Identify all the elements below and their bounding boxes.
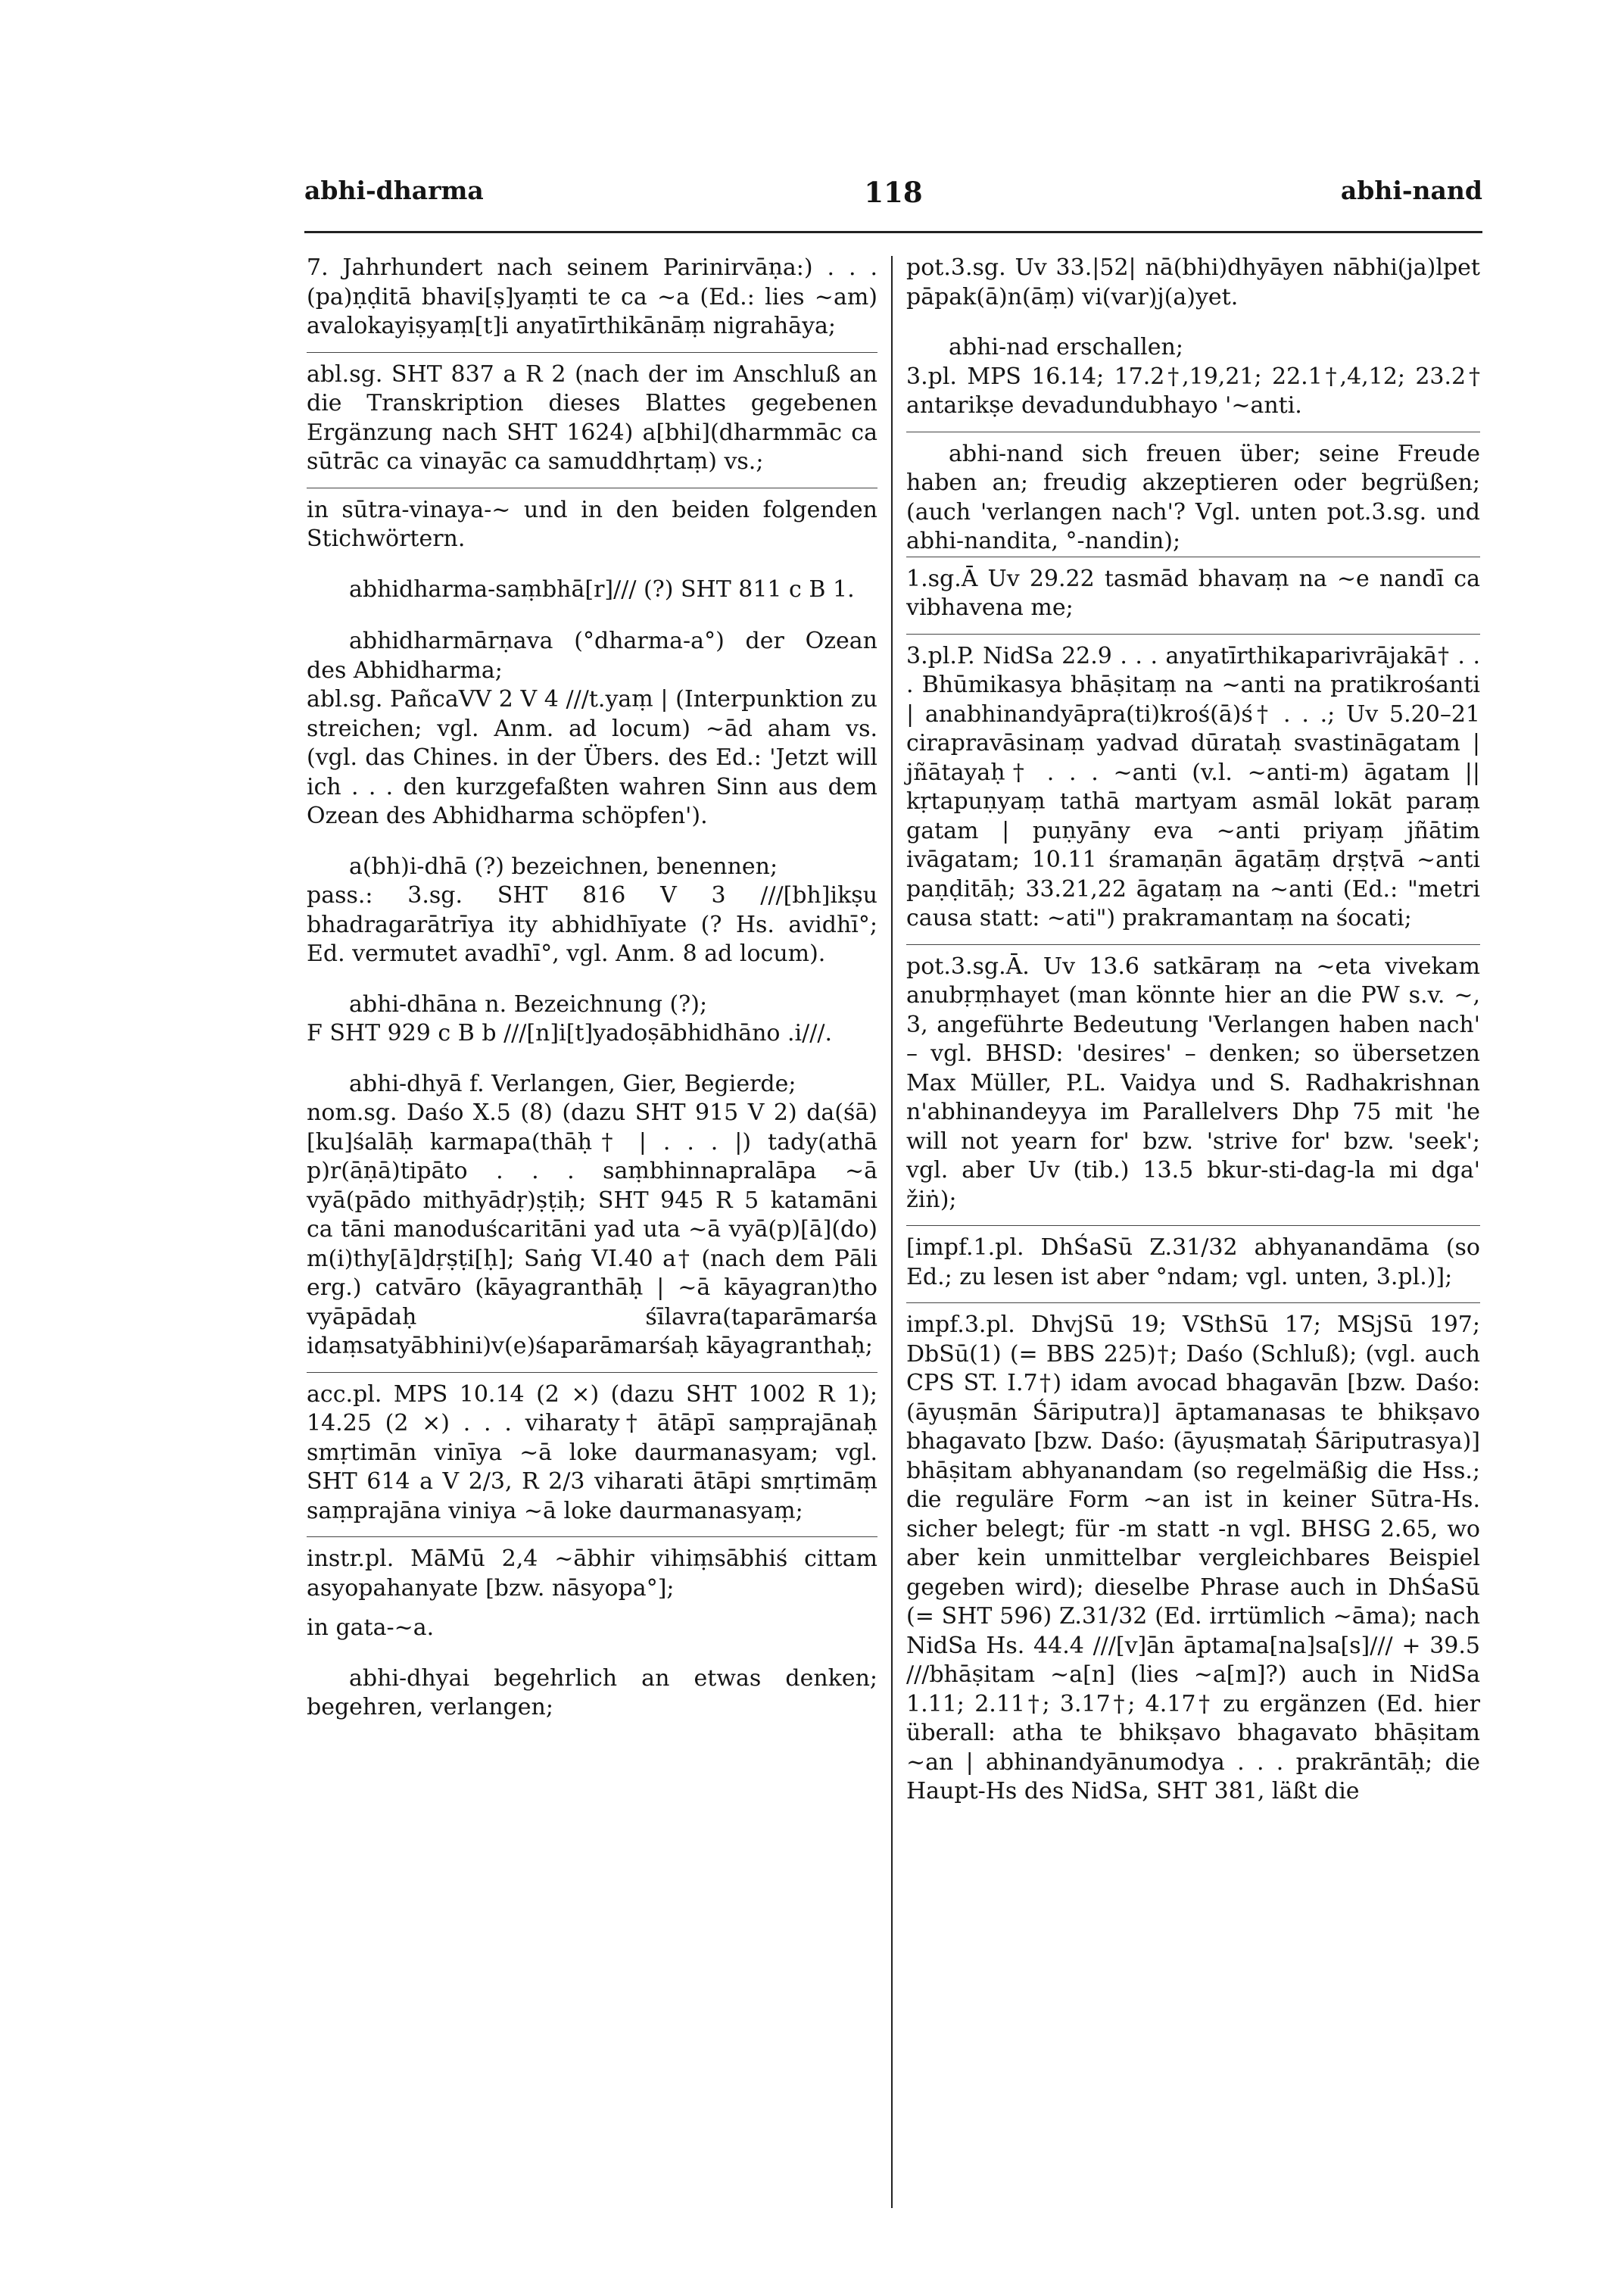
subentry-separator (906, 1225, 1480, 1226)
headword-entry: abhi-dhāna n. Bezeichnung (?); (349, 990, 708, 1018)
subentry: pot.3.sg.Ā. Uv 13.6 satkāraṃ na ~eta vivekam anubṛṃhayet (man könnte hier an die PW s.v. ~, 3, angeführte Bedeutung 'Verlangen haben nach' – vgl. BHSD: 'desires' – denken; so übersetzen Max Müller, P.L. Vaidya und S. Radhakrishnan n'abhinandeyya im Parallelvers Dhp 75 mit 'he will not yearn for' bzw. 'strive for' bzw. 'seek'; vgl. aber Uv (tib.) 13.5 bkur-sti-dag-la mi dga' žiṅ); (906, 953, 1480, 1213)
subentry: [impf.1.pl. DhŚaSū Z.31/32 abhyanandāma (so Ed.; zu lesen ist aber °ndam; vgl. unten, 3.pl.)]; (906, 1234, 1480, 1290)
subentry: nom.sg. Daśo X.5 (8) (dazu SHT 915 V 2) da(śā)[ku]śalāḥ karmapa(thāḥ† | . . . |) tady(athā p)r(āṇā)tipāto . . . saṃbhinnapralāpa ~ā vyā(pādo mithyādṛ)ṣṭiḥ; SHT 945 R 5 katamāni ca tāni manoduścaritāni yad uta ~ā vyā(p)[ā](do) m(i)thy[ā]dṛṣṭi[ḥ]; Saṅg VI.40 a† (nach dem Pāli erg.) catvāro (kāyagranthāḥ | ~ā kāyagran)tho vyāpādaḥ śīlavra(taparāmarśa idaṃsatyābhini)v(e)śaparāmarśaḥ kāyagranthaḥ; (307, 1099, 877, 1359)
subentry: impf.3.pl. DhvjSū 19; VSthSū 17; MSjSū 197; DbSū(1) (= BBS 225)†; Daśo (Schluß); (vgl. auch CPS ST. I.7†) idam avocad bhagavān [bzw. Daśo: (āyuṣmān Śāriputra)] āptamanasas te bhikṣavo bhagavato [bzw. Daśo: (āyuṣmataḥ Śāriputrasya)] bhāṣitam abhyanandam (so regelmäßig die Hss.; die reguläre Form ~an ist in keiner Sūtra-Hs. sicher belegt; für -m statt -n vgl. BHSG 2.65, wo aber kein unmittelbar vergleichbares Beispiel gegeben wird); dieselbe Phrase auch in DhŚaSū (= SHT 596) Z.31/32 (Ed. irrtümlich ~āma); nach NidSa Hs. 44.4 ///[v]ān āptama[na]sa[s]/// + 39.5 ///bhāṣitam ~a[n] (lies ~a[m]?) auch in NidSa 1.11; 2.11†; 3.17†; 4.17† zu ergänzen (Ed. hier überall: atha te bhikṣavo bhagavato bhāṣitam ~an | abhinandyānumodya . . . prakrāntāḥ; die Haupt-Hs des NidSa, SHT 381, läßt die (906, 1312, 1480, 1804)
subentry: in sūtra-vinaya-~ und in den beiden folgenden Stichwörtern. (307, 496, 877, 552)
subentry-separator (906, 1302, 1480, 1303)
subentry-separator (906, 634, 1480, 635)
subentry-separator (906, 944, 1480, 945)
right-column (906, 254, 1480, 1817)
subentry: acc.pl. MPS 10.14 (2 ×) (dazu SHT 1002 R 1); 14.25 (2 ×) . . . viharaty† ātāpī saṃprajānaḥ smṛtimān vinīya ~ā loke daurmanasyam; vgl. SHT 614 a V 2/3, R 2/3 viharati ātāpi smṛtimāṃ saṃprajāna viniya ~ā loke daurmanasyaṃ; (307, 1380, 877, 1524)
subentry: 1.sg.Ā Uv 29.22 tasmād bhavaṃ na ~e nandī ca vibhavena me; (906, 565, 1480, 621)
subentry: instr.pl. MāMū 2,4 ~ābhir vihiṃsābhiś cittam asyopahanyate [bzw. nāsyopa°]; (307, 1545, 877, 1602)
headword-entry: abhi-dhyā f. Verlangen, Gier, Begierde; (349, 1070, 796, 1097)
subentry-separator (307, 1372, 877, 1373)
running-head-left: abhi-dharma (304, 176, 484, 205)
entry-continuation: 7. Jahrhundert nach seinem Parinirvāṇa:) . . . (pa)ṇḍitā bhavi[ṣ]yaṃti te ca ~a (Ed.: lies ~am) avalokayiṣyaṃ[t]i anyatīrthikānāṃ nigrahāya; (307, 254, 877, 339)
running-head-right: abhi-nand (1340, 176, 1482, 205)
subentry: abl.sg. PañcaVV 2 V 4 ///t.yaṃ | (Interpunktion zu streichen; vgl. Anm. ad locum) ~ād aham vs. (vgl. das Chines. in der Übers. des Ed.: 'Jetzt will ich . . . den kurzgefaßten wahren Sinn aus dem Ozean des Abhidharma schöpfen'). (307, 686, 877, 829)
subentry: in gata-~a. (307, 1614, 435, 1641)
subentry: 3.pl. MPS 16.14; 17.2†,19,21; 22.1†,4,12; 23.2† antarikṣe devadundubhayo '~anti. (906, 363, 1480, 419)
header-rule (304, 231, 1482, 233)
page-header (304, 176, 1482, 221)
subentry-separator (307, 1536, 877, 1537)
page-number: 118 (864, 176, 923, 209)
subentry: abl.sg. SHT 837 a R 2 (nach der im Anschluß an die Transkription dieses Blattes gegebenen Ergänzung nach SHT 1624) a[bhi](dharmmāc ca sūtrāc ca vinayāc ca samuddhṛtaṃ) vs.; (307, 360, 877, 475)
headword-entry: a(bh)i-dhā (?) bezeichnen, benennen; (349, 853, 778, 880)
headword-entry: abhi-nand sich freuen über; seine Freude haben an; freudig akzeptieren oder begrüßen; (auch 'verlangen nach'? Vgl. unten pot.3.sg. und abhi-nandita, °-nandin); (906, 440, 1480, 554)
column-divider (891, 256, 893, 2208)
subentry: F SHT 929 c B b ///[n]i[t]yadoṣābhidhāno .i///. (307, 1020, 832, 1046)
subentry-separator (307, 352, 877, 353)
subentry: pass.: 3.sg. SHT 816 V 3 ///[bh]ikṣu bhadragarātrīya ity abhidhīyate (? Hs. avidhī°; Ed. vermutet avadhī°, vgl. Anm. 8 ad locum). (307, 882, 877, 967)
left-column (307, 254, 877, 1723)
headword-entry: abhi-dhyai begehrlich an etwas denken; begehren, verlangen; (307, 1664, 877, 1720)
headword-entry: abhidharmārṇava (°dharma-a°) der Ozean des Abhidharma; (307, 628, 877, 684)
entry-continuation: pot.3.sg. Uv 33.|52| nā(bhi)dhyāyen nābhi(ja)lpet pāpak(ā)n(āṃ) vi(var)j(a)yet. (906, 254, 1480, 310)
headword-entry: abhi-nad erschallen; (949, 334, 1183, 360)
subentry: 3.pl.P. NidSa 22.9 . . . anyatīrthikaparivrājakā† . . . Bhūmikasya bhāṣitaṃ na ~anti na pratikrośanti | anabhinandyāpra(ti)kroś(ā)ś† . . .; Uv 5.20–21 cirapravāsinaṃ yadvad dūrataḥ svastināgatam | jñātayaḥ† . . . ~anti (v.l. ~anti-m) āgatam || kṛtapuṇyaṃ tathā martyam asmāl lokāt paraṃ gatam | puṇyāny eva ~anti priyaṃ jñātim ivāgatam; 10.11 śramaṇān āgatāṃ dṛṣṭvā ~anti paṇḍitāḥ; 33.21,22 āgataṃ na ~anti (Ed.: "metri causa statt: ~ati") prakramantaṃ na śocati; (906, 642, 1480, 931)
headword-entry: abhidharma-saṃbhā[r]/// (?) SHT 811 c B 1. (349, 575, 855, 603)
